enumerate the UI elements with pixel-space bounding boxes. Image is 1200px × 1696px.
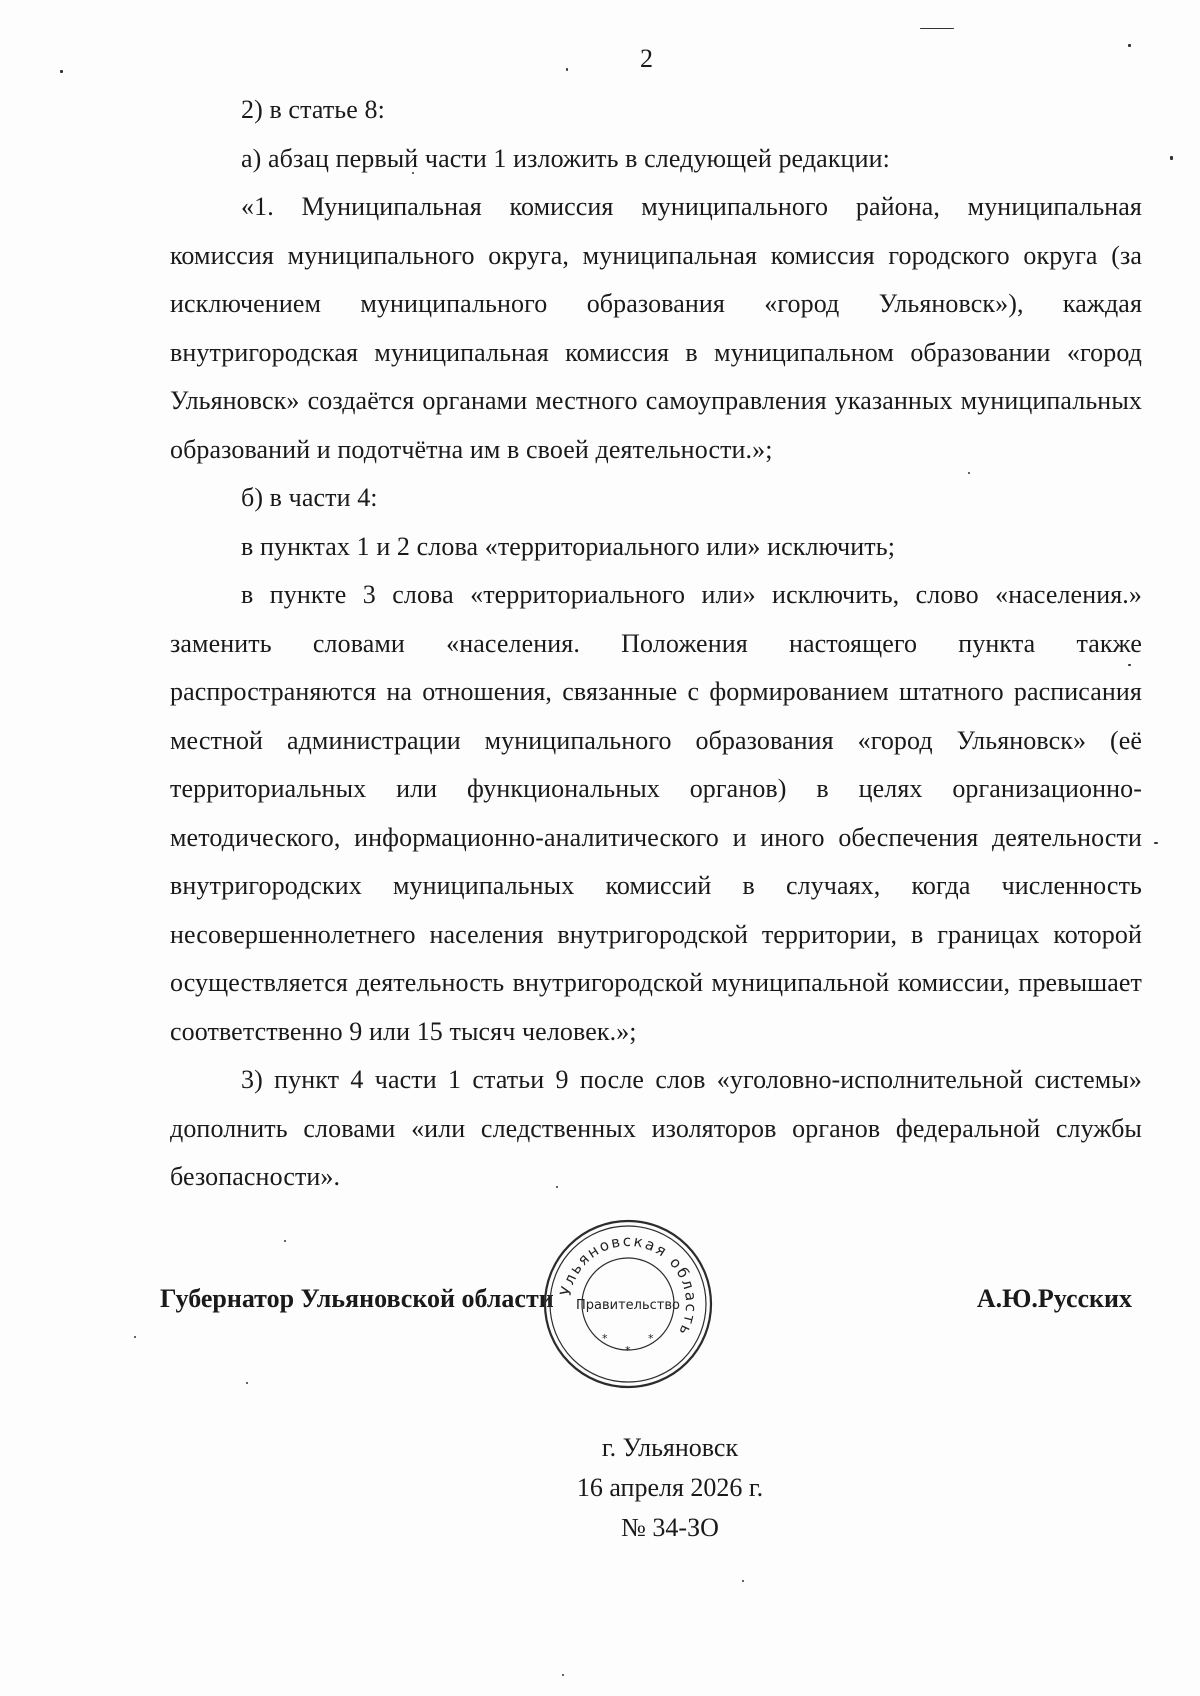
law-number: № 34-ЗО <box>621 1513 719 1542</box>
scan-speck <box>412 172 414 174</box>
scan-speck <box>1170 156 1173 160</box>
paragraph-article-8: 2) в статье 8: <box>241 95 385 124</box>
scan-speck <box>566 68 568 71</box>
page-number: 2 <box>640 44 653 73</box>
scan-speck <box>134 1336 136 1338</box>
svg-text:*: * <box>625 1344 631 1357</box>
scan-speck <box>742 1580 744 1582</box>
paragraph-items-1-2: в пунктах 1 и 2 слова «территориального или» исключить; <box>241 531 896 561</box>
svg-text:Правительство: Правительство <box>576 1298 680 1313</box>
amendment-body <box>170 86 1142 1202</box>
scan-speck <box>284 1240 286 1242</box>
law-date: 16 апреля 2026 г. <box>576 1473 764 1502</box>
scan-speck <box>920 28 954 29</box>
scan-speck <box>1154 842 1158 844</box>
signatory-name: А.Ю.Русских <box>976 1284 1132 1313</box>
scan-speck <box>968 472 970 474</box>
svg-text:*: * <box>648 1332 654 1345</box>
place-date-block <box>420 1428 920 1548</box>
scan-speck <box>246 1382 248 1384</box>
scan-speck <box>556 1186 558 1188</box>
paragraph-part-1-intro: а) абзац первый части 1 изложить в следующей редакции: <box>241 143 890 173</box>
paragraph-article-9: 3) пункт 4 части 1 статьи 9 после слов «уголовно-исполнительной системы» дополнить словами «или следственных изоляторов органов федеральной службы безопасности». <box>170 1065 1142 1191</box>
official-seal <box>542 1218 714 1390</box>
scan-speck <box>562 1674 564 1676</box>
signatory-title: Губернатор Ульяновской области <box>160 1284 554 1313</box>
scan-speck <box>60 70 63 73</box>
city: г. Ульяновск <box>601 1433 739 1462</box>
svg-text:Ульяновская область: Ульяновская область <box>556 1231 701 1340</box>
paragraph-part-1-new-text: «1. Муниципальная комиссия муниципального района, муниципальная комиссия муниципального округа, муниципальная комиссия городского округа (за исключением муниципального образования «город Ульяновск»), каждая внутригородская муниципальная комиссия в муниципальном образовании «город Ульяновск» создаётся органами местного самоуправления указанных муниципальных образований и подотчётна им в своей деятельности.»; <box>170 192 1142 464</box>
scan-speck <box>1128 664 1131 666</box>
paragraph-item-3: в пункте 3 слова «территориального или» исключить, слово «населения.» заменить словами «населения. Положения настоящего пункта также распространяются на отношения, связанные с формированием штатного расписания местной администрации муниципального образования «город Ульяновск» (её территориальных или функциональных органов) в целях организационно-методического, информационно-аналитического и иного обеспечения деятельности внутригородских муниципальных комиссий в случаях, когда численность несовершеннолетнего населения внутригородской территории, в границах которой осуществляется деятельность внутригородской муниципальной комиссии, превышает соответственно 9 или 15 тысяч человек.»; <box>170 580 1142 1046</box>
paragraph-part-4-intro: б) в части 4: <box>241 483 378 512</box>
svg-text:*: * <box>602 1332 608 1345</box>
scan-speck <box>1128 44 1131 47</box>
